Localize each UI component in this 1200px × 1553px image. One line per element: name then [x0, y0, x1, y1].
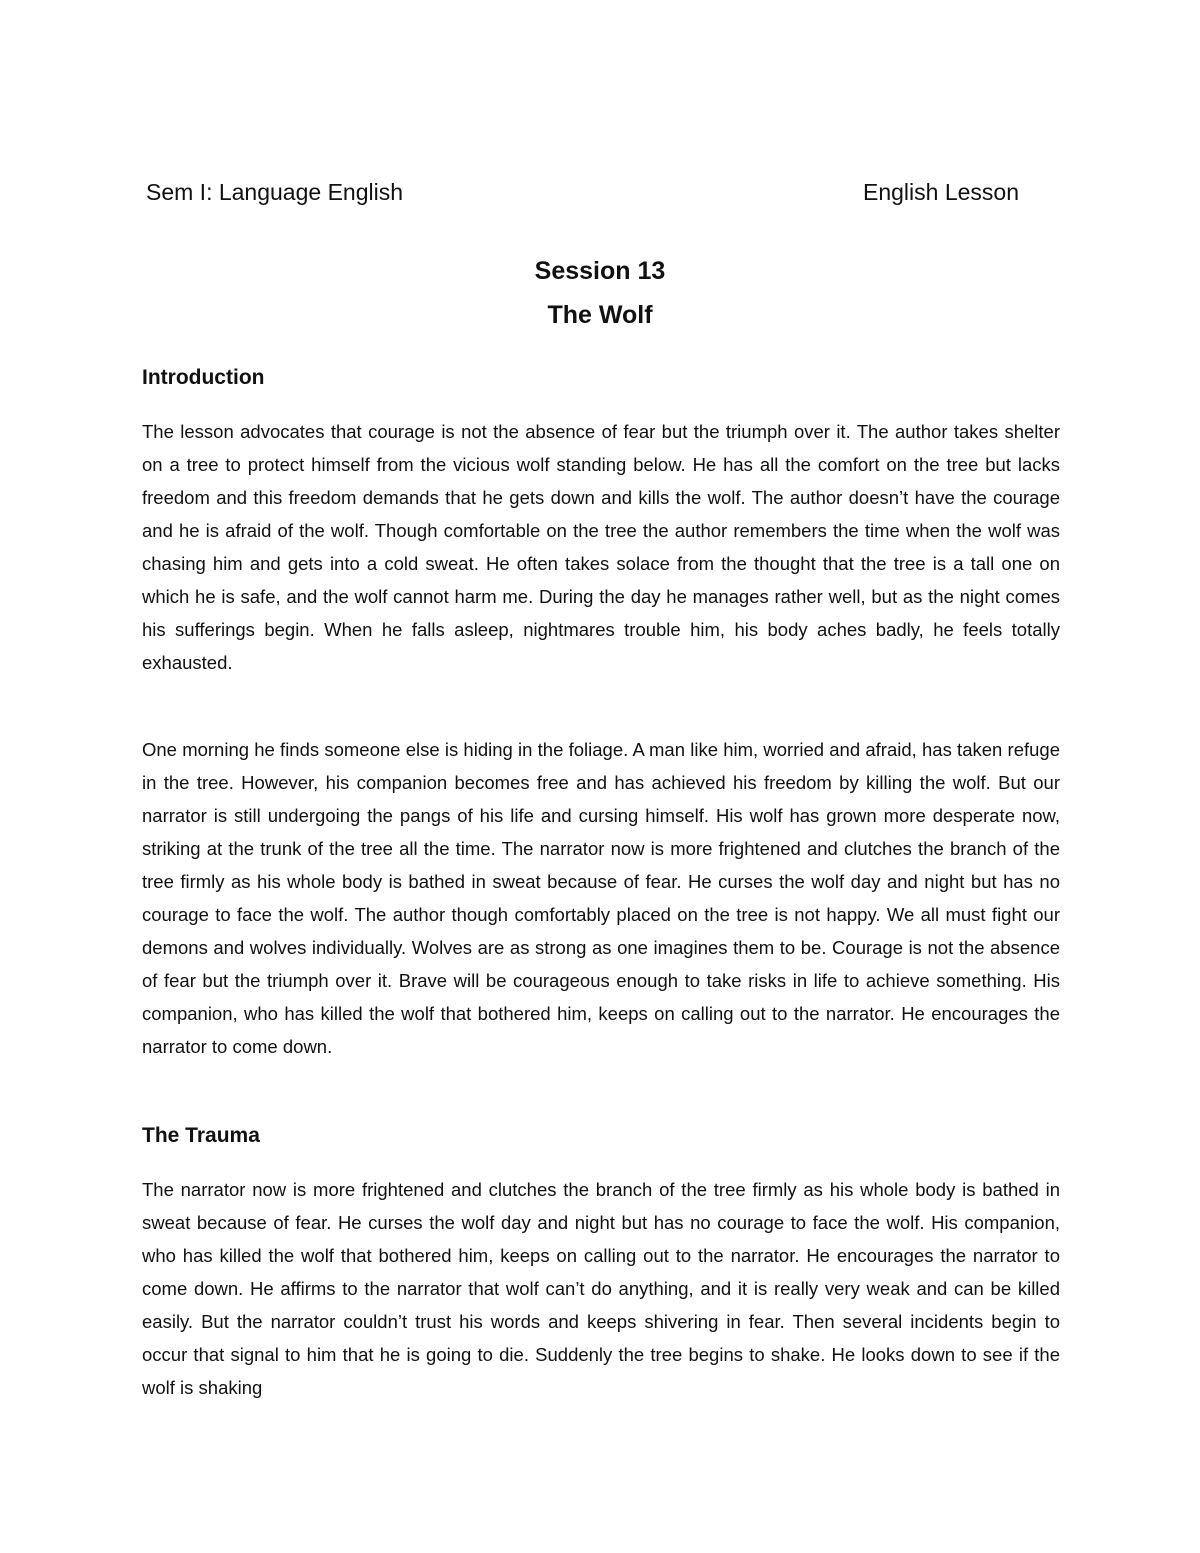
section-heading-trauma: The Trauma	[142, 1124, 260, 1147]
header-subject: English Lesson	[863, 179, 1019, 205]
session-title: Session 13	[534, 257, 666, 285]
introduction-paragraph-1: The lesson advocates that courage is not the absence of fear but the triumph over it. The author takes shelter on a tree to protect himself from the vicious wolf standing below. He has all the comfort on the tree but lacks freedom and this freedom demands that he gets down and kills the wolf. The author doesn’t have the courage and he is afraid of the wolf. Though comfortable on the tree the author remembers the time when the wolf was chasing him and gets into a cold sweat. He often takes solace from the thought that the tree is a tall one on which he is safe, and the wolf cannot harm me. During the day he manages rather well, but as the night comes his sufferings begin. When he falls asleep, nightmares trouble him, his body aches badly, he feels totally exhausted.	[142, 421, 1060, 673]
trauma-paragraph-1: The narrator now is more frightened and clutches the branch of the tree firmly as his whole body is bathed in sweat because of fear. He curses the wolf day and night but has no courage to face the wolf. His companion, who has killed the wolf that bothered him, keeps on calling out to the narrator. He encourages the narrator to come down. He affirms to the narrator that wolf can’t do anything, and it is really very weak and can be killed easily. But the narrator couldn’t trust his words and keeps shivering in fear. Then several incidents begin to occur that signal to him that he is going to die. Suddenly the tree begins to shake. He looks down to see if the wolf is shaking	[142, 1179, 1060, 1398]
header-course: Sem I: Language English	[146, 179, 404, 205]
introduction-paragraph-2: One morning he finds someone else is hiding in the foliage. A man like him, worried and afraid, has taken refuge in the tree. However, his companion becomes free and has achieved his freedom by killing the wolf. But our narrator is still undergoing the pangs of his life and cursing himself. His wolf has grown more desperate now, striking at the trunk of the tree all the time. The narrator now is more frightened and clutches the branch of the tree firmly as his whole body is bathed in sweat because of fear. He curses the wolf day and night but has no courage to face the wolf. The author though comfortably placed on the tree is not happy. We all must fight our demons and wolves individually. Wolves are as strong as one imagines them to be. Courage is not the absence of fear but the triumph over it. Brave will be courageous enough to take risks in life to achieve something. His companion, who has killed the wolf that bothered him, keeps on calling out to the narrator. He encourages the narrator to come down.	[142, 739, 1060, 1057]
lesson-title: The Wolf	[547, 301, 653, 329]
section-heading-introduction: Introduction	[142, 366, 265, 389]
